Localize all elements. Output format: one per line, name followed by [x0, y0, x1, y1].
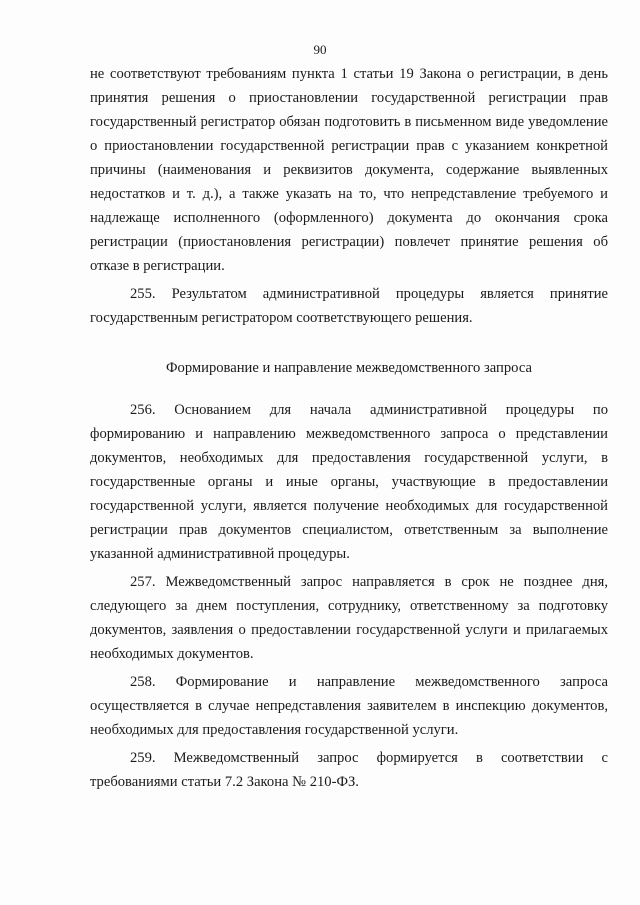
section-heading: Формирование и направление межведомственного запроса — [166, 360, 532, 376]
paragraph-255: 255. Результатом административной процедуры является принятие государственным регистратором соответствующего решения. — [90, 286, 608, 326]
paragraph-258: 258. Формирование и направление межведомственного запроса осуществляется в случае непредставления заявителем в инспекцию документов, необходимых для предоставления государственной услуги. — [90, 674, 608, 738]
paragraph-continuation: не соответствуют требованиям пункта 1 статьи 19 Закона о регистрации, в день принятия решения о приостановлении государственной регистрации прав государственный регистратор обязан подготовить в письменном виде уведомление о приостановлении государственной регистрации прав с указанием конкретной причины (наименования и реквизитов документа, содержание выявленных недостатков и т. д.), а также указать на то, что непредставление требуемого и надлежаще исполненного (оформленного) документа до окончания срока регистрации (приостановления регистрации) повлечет принятие решения об отказе в регистрации. — [90, 66, 608, 274]
paragraph-259: 259. Межведомственный запрос формируется в соответствии с требованиями статьи 7.2 Закона № 210-ФЗ. — [90, 750, 608, 790]
page-number: 90 — [313, 42, 327, 57]
paragraph-256: 256. Основанием для начала административной процедуры по формированию и направлению межведомственного запроса о представлении документов, необходимых для предоставления государственной услуги, в государственные органы и иные органы, участвующие в предоставлении государственной услуги, является получение необходимых для государственной регистрации прав документов специалистом, ответственным за выполнение указанной административной процедуры. — [90, 402, 608, 562]
page-content — [90, 62, 608, 794]
paragraph-257: 257. Межведомственный запрос направляется в срок не позднее дня, следующего за днем поступления, сотруднику, ответственному за подготовку документов, заявления о предоставлении государственной услуги и прилагаемых необходимых документов. — [90, 574, 608, 662]
